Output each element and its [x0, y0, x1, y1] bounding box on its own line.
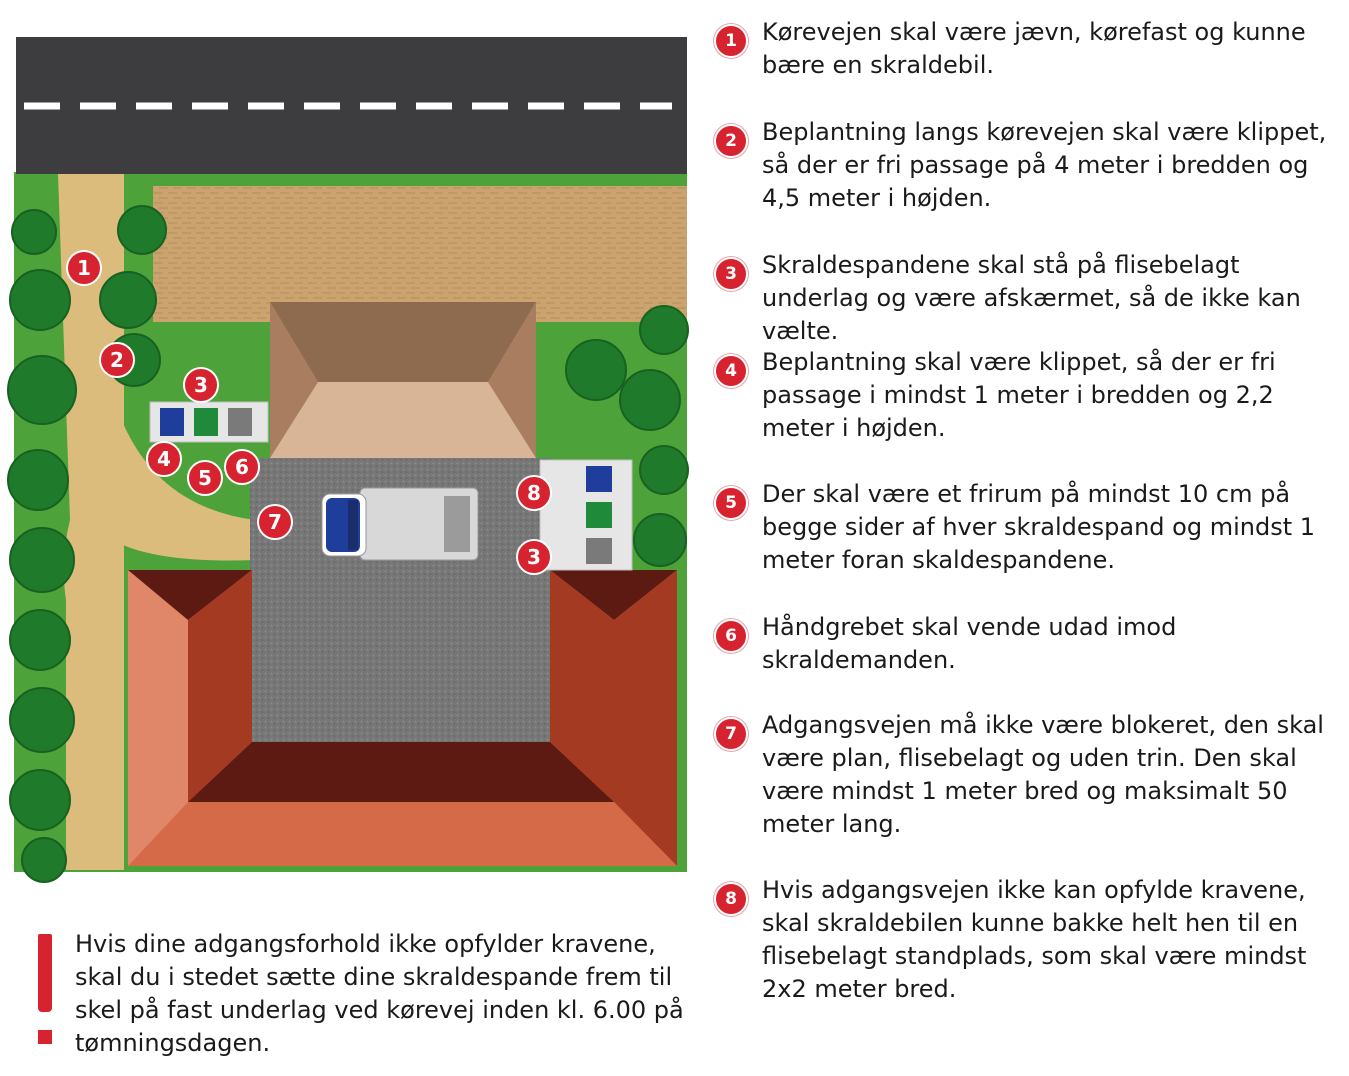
- number-badge: 8: [714, 882, 748, 916]
- bin-blue: [160, 408, 184, 436]
- number-badge: 3: [714, 257, 748, 291]
- requirement-text: Hvis adgangsvejen ikke kan opfylde kravene, skal skraldebilen kunne bakke helt hen til en flisebelagt standplads, som skal være mindst 2x2 meter bred.: [762, 876, 1307, 1003]
- marker-3-label: 3: [194, 373, 208, 397]
- marker-3-right: [517, 540, 551, 574]
- number-badge: 6: [714, 619, 748, 653]
- marker-1-label: 1: [77, 256, 91, 280]
- requirement-text: Der skal være et frirum på mindst 10 cm på begge sider af hver skraldespand og mindst 1 meter foran skaldespandene.: [762, 480, 1316, 574]
- requirement-text: Skraldespandene skal stå på flisebelagt underlag og være afskærmet, så de ikke kan vælte.: [762, 251, 1301, 345]
- field: [153, 186, 687, 322]
- marker-8: [517, 476, 551, 510]
- marker-1: [67, 251, 101, 285]
- bin-green: [586, 502, 612, 528]
- marker-8-label: 8: [527, 481, 541, 505]
- marker-3-right-label: 3: [527, 545, 541, 569]
- exclamation-icon: [38, 934, 52, 1044]
- site-plan-diagram: [0, 0, 700, 900]
- marker-4-label: 4: [157, 447, 171, 471]
- number-badge: 5: [714, 486, 748, 520]
- requirement-text: Beplantning langs kørevejen skal være klippet, så der er fri passage på 4 meter i bredden og 4,5 meter i højden.: [762, 118, 1327, 212]
- number-badge: 4: [714, 354, 748, 388]
- marker-2-label: 2: [110, 348, 124, 372]
- requirement-text: Beplantning skal være klippet, så der er fri passage i mindst 1 meter i bredden og 2,2 meter i højden.: [762, 348, 1276, 442]
- bin-green: [194, 408, 218, 436]
- number-badge: 1: [714, 24, 748, 58]
- marker-2: [100, 343, 134, 377]
- marker-7: [258, 505, 292, 539]
- number-badge: 2: [714, 124, 748, 158]
- bin-blue: [586, 466, 612, 492]
- house-roof: [270, 302, 536, 458]
- marker-4: [147, 442, 181, 476]
- requirement-text: Kørevejen skal være jævn, kørefast og kunne bære en skraldebil.: [762, 18, 1306, 79]
- requirement-text: Håndgrebet skal vende udad imod skraldemanden.: [762, 613, 1177, 674]
- marker-7-label: 7: [268, 510, 282, 534]
- bin-gray: [586, 538, 612, 564]
- garbage-truck: [322, 488, 478, 560]
- bin-gray: [228, 408, 252, 436]
- number-badge: 7: [714, 717, 748, 751]
- marker-5-label: 5: [198, 466, 212, 490]
- marker-6: [225, 450, 259, 484]
- requirement-text: Adgangsvejen må ikke være blokeret, den skal være plan, flisebelagt og uden trin. Den skal være mindst 1 meter bred og maksimalt 50 meter lang.: [762, 711, 1324, 838]
- marker-6-label: 6: [235, 455, 249, 479]
- marker-5: [188, 461, 222, 495]
- warning-text: Hvis dine adgangsforhold ikke opfylder kravene, skal du i stedet sætte dine skraldespande frem til skel på fast underlag ved kørevej inden kl. 6.00 på tømningsdagen.: [75, 930, 684, 1057]
- marker-3: [184, 368, 218, 402]
